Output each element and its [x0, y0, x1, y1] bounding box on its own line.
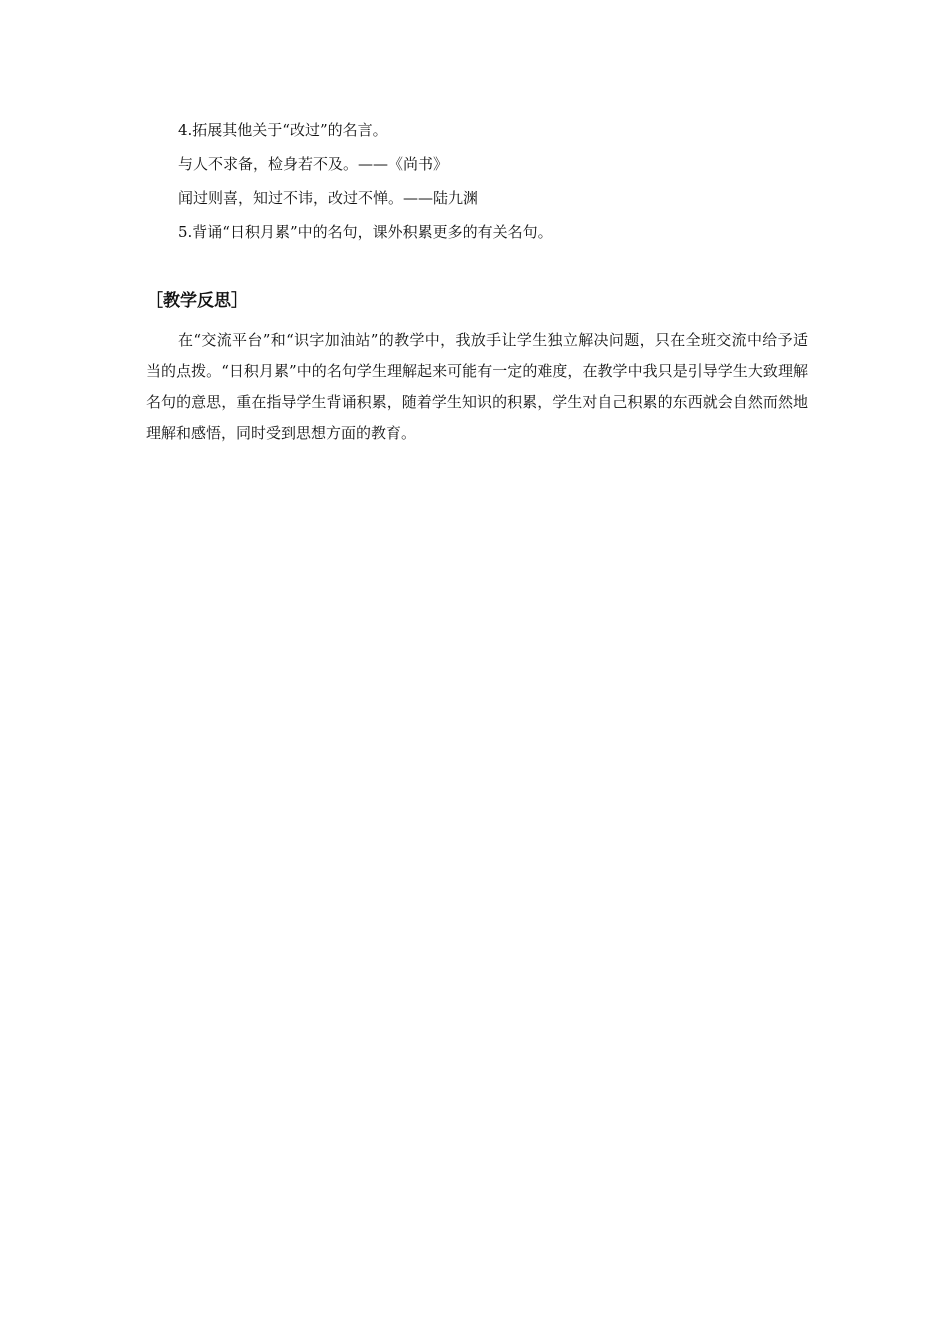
quote-lu-jiuyuan: 闻过则喜，知过不讳，改过不惮。——陆九渊: [178, 189, 479, 207]
quote-shangshu: 与人不求备，检身若不及。——《尚书》: [178, 155, 449, 173]
section-heading-teaching-reflection: ［教学反思］: [146, 291, 248, 311]
item-extend-quotes: 4.拓展其他关于“改过”的名言。: [178, 121, 388, 139]
reflection-paragraph: 在“交流平台”和“识字加油站”的教学中，我放手让学生独立解决问题，只在全班交流中给予适当的点拨。“日积月累”中的名句学生理解起来可能有一定的难度，在教学中我只是引导学生大致理解名句的意思，重在指导学生背诵积累，随着学生知识的积累，学生对自己积累的东西就会自然而然地理解和感悟，同时受到思想方面的教育。: [146, 331, 808, 442]
item-recite: 5.背诵“日积月累”中的名句，课外积累更多的有关名句。: [178, 223, 553, 241]
